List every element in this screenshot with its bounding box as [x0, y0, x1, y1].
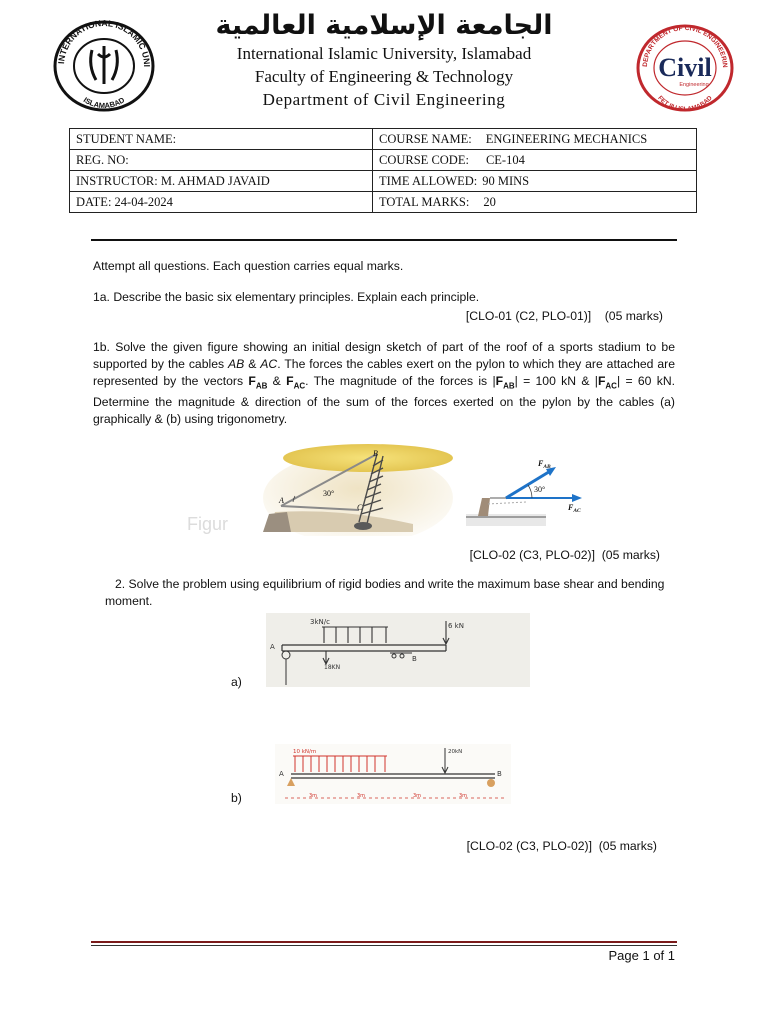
table-row: [70, 129, 697, 150]
total-marks-value: 20: [483, 194, 496, 209]
cable-ab-label: AB: [228, 357, 245, 371]
beam-b-figure: [275, 744, 511, 804]
time-allowed-cell: [373, 171, 697, 192]
point-b-label: B: [373, 449, 378, 458]
udl-label-a: 3kN/c: [310, 618, 330, 626]
table-row: [70, 171, 697, 192]
vector-angle-label: 30°: [534, 485, 546, 494]
vector-fab-magnitude: $F_{AB}$: [495, 374, 515, 391]
date-text: DATE: 24-04-2024: [76, 194, 173, 209]
vector-fab: $F_{AB}$: [248, 374, 268, 391]
q1b-text-part: . The forces the cables exert on the pylon to which they are attached are represented by the vectors: [93, 357, 675, 388]
clo-reference: [CLO-02 (C3, PLO-02)]: [469, 548, 595, 562]
arabic-university-title: الجامعة الإسلامية العالمية: [215, 10, 553, 41]
seal-bottom-text: ISLAMABAD: [81, 95, 127, 111]
course-name-cell: [373, 129, 697, 150]
span-label: 3m: [357, 793, 366, 799]
instructions-text: Attempt all questions. Each question carries equal marks.: [93, 259, 404, 273]
fab-vector-label: $F_{AB}$: [538, 459, 551, 470]
part-a-label: a): [231, 675, 242, 689]
support-b-label-b: B: [497, 770, 502, 778]
table-row: [70, 150, 697, 171]
cable-ac-label: AC: [260, 357, 278, 371]
clo-reference: [CLO-01 (C2, PLO-01)]: [465, 309, 592, 323]
force-vector-diagram: [466, 454, 592, 530]
support-a-label-b: A: [279, 770, 284, 778]
point-load-label-b: 20kN: [448, 749, 463, 755]
civil-department-logo: [636, 24, 734, 112]
reg-no-label: REG. NO:: [76, 152, 129, 167]
fac-vector-label: $F_{AC}$: [568, 503, 581, 514]
question-1a-clo: [93, 308, 663, 325]
span-label: 3m: [413, 793, 422, 799]
q1b-text-part: | = 100 kN & |: [514, 374, 598, 388]
q1b-text-part: &: [244, 357, 261, 371]
university-name: International Islamic University, Islamabad: [236, 44, 532, 63]
instructor-text: INSTRUCTOR: M. AHMAD JAVAID: [76, 173, 270, 188]
total-marks-label: TOTAL MARKS:: [379, 194, 470, 209]
vector-fac: $F_{AC}$: [286, 374, 306, 391]
resultant-label: 18KN: [324, 664, 341, 671]
time-allowed-value: 90 MINS: [482, 173, 530, 188]
table-row: [70, 192, 697, 213]
instructor-cell: [70, 171, 373, 192]
seal-ring-text: INTERNATIONAL ISLAMIC UNI: [56, 20, 153, 68]
civil-logo-bottom-text: FET IIU ISLAMABAD: [656, 94, 714, 112]
marks-label: (05 marks): [598, 839, 657, 853]
vector-fac-magnitude: $F_{AC}$: [597, 374, 617, 391]
page-number: Page 1 of 1: [608, 948, 675, 963]
stadium-roof-figure: [183, 440, 453, 536]
question-1b-text: 1b. Solve the given figure showing an initial design sketch of part of the roof of a sports stadium to be supported by the cables AB & AC. The forces the cables exert on the pylon to which they are attached are represented by the vectors $F_{AB}$ & $F_{AC}$. The magnitude of the forces is $|F_{AB}| = 100$ kN & $|F_{AC}| = 60$ kN. Determine the magnitude & direction of the sum of the forces exerted on the pylon by the cables (a) graphically & (b) using trigonometry.: [93, 340, 675, 427]
civil-logo-main-text: Civil: [658, 53, 712, 82]
marks-label: (05 marks): [601, 548, 660, 562]
point-a-label: A: [279, 496, 284, 505]
support-b-label: B: [412, 655, 417, 663]
civil-logo-ring-text: DEPARTMENT OF CIVIL ENGINEERIN: [641, 24, 729, 68]
faded-figure-caption: Figur: [187, 514, 229, 534]
course-code-label: COURSE CODE:: [379, 152, 469, 167]
reg-no-cell: [70, 150, 373, 171]
point-load-label-a: 6 kN: [448, 622, 464, 630]
span-label: 3m: [459, 793, 468, 799]
question-1b-clo: [93, 547, 660, 564]
student-name-cell: [70, 129, 373, 150]
course-name-label: COURSE NAME:: [379, 131, 472, 146]
department-name: Department of Civil Engineering: [262, 90, 506, 109]
civil-logo-sub-text: Engineering: [679, 82, 709, 88]
footer-divider-thin: [91, 945, 677, 946]
roller-support-b-b: [487, 779, 495, 787]
q1b-text-part: | = 60 kN. Determine the magnitude & direction of the sum of the forces exerted on the pylon by the cables (a) graphically & (b) using trigonometry.: [93, 374, 675, 427]
course-code-value: CE-104: [485, 152, 525, 167]
student-name-label: STUDENT NAME:: [76, 131, 177, 146]
course-name-value: ENGINEERING MECHANICS: [485, 131, 648, 146]
span-label: 3m: [309, 793, 318, 799]
q1b-text-part: . The magnitude of the forces is |: [305, 374, 496, 388]
angle-label: 30°: [323, 489, 335, 498]
question-1a-text: 1a. Describe the basic six elementary principles. Explain each principle.: [93, 290, 480, 304]
time-allowed-label: TIME ALLOWED:: [379, 173, 478, 188]
faculty-name: Faculty of Engineering & Technology: [254, 67, 514, 86]
footer-divider: [91, 941, 677, 943]
question-2-text: 2. Solve the problem using equilibrium of rigid bodies and write the maximum base shear and bending moment.: [105, 577, 665, 608]
clo-reference: [CLO-02 (C3, PLO-02)]: [466, 839, 592, 853]
support-a-label: A: [270, 643, 275, 651]
udl-label-b: 10 kN/m: [293, 749, 317, 755]
header-divider: [91, 239, 677, 241]
marks-label: (05 marks): [604, 309, 663, 323]
q1b-text-part: 1b. Solve the given figure showing an initial design sketch of part of the roof of a sports stadium to be supported by the cables: [93, 340, 675, 371]
date-cell: [70, 192, 373, 213]
beam-a-figure: [266, 613, 530, 687]
question-2-clo: [93, 838, 657, 855]
student-info-table: [69, 128, 697, 213]
course-code-cell: [373, 150, 697, 171]
total-marks-cell: [373, 192, 697, 213]
point-c-label: C: [357, 503, 363, 512]
vector-fac-arrow: [506, 494, 582, 502]
vector-fab-arrow: [506, 467, 556, 498]
part-b-label: b): [231, 791, 242, 805]
